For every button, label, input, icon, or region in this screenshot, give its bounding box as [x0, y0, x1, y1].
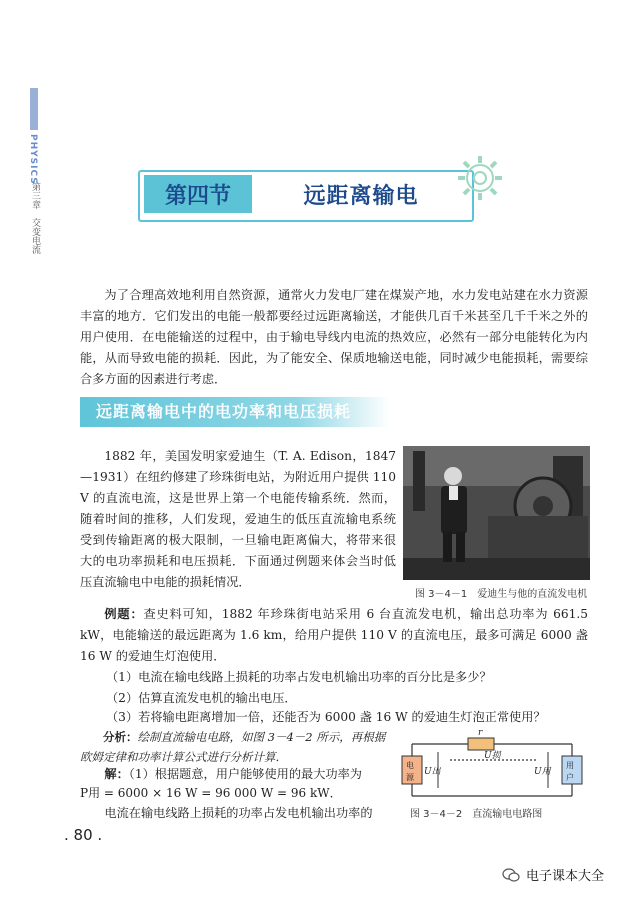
question-2: （2）估算直流发电机的输出电压． — [106, 691, 297, 705]
source-label-2: 源 — [406, 773, 414, 782]
solution-line-2: P用 = 6000 × 16 W = 96 000 W = 96 kW． — [80, 786, 342, 800]
solution-label: 解： — [104, 767, 129, 781]
gear-icon — [452, 150, 508, 206]
example-block — [80, 604, 588, 667]
solution-text-1: （1）根据题意，用户能够使用的最大功率为 — [128, 767, 362, 781]
sidebar-chapter-label: 第三章 交变电流 — [30, 182, 40, 254]
brand-watermark — [502, 865, 604, 884]
wechat-icon — [502, 868, 520, 882]
u-loss-label: U损 — [484, 751, 501, 761]
solution-text-3: 电流在输电线路上损耗的功率占发电机输出功率的 — [104, 806, 373, 820]
edison-text: 1882 年，美国发明家爱迪生（T. A. Edison，1847—1931）在纽约修建了珍珠街电站，为附近用户提供 110 V 的直流电流，这是世界上第一个电能传输系统．然而，随着时间的推移，人们发现，爱迪生的低压直流输电系统受到传输距离的极大限制，一旦输电距离偏大，将带来很大的电功率损耗和电压损耗．下面通过例题来体会当时低压直流输电中电能的损耗情况． — [80, 449, 396, 589]
subheading-title: 远距离输电中的电功率和电压损耗 — [96, 402, 352, 421]
intro-paragraph — [80, 285, 588, 390]
figure2-caption: 图 3－4－2 直流输电电路图 — [410, 809, 543, 820]
sidebar-color-bar — [30, 88, 38, 130]
example-text: 查史料可知，1882 年珍珠街电站采用 6 台直流发电机，输出总功率为 661.5 kW，电能输送的最远距离为 1.6 km，给用户提供 110 V 的直流电压，最多可满足 6000 盏 16 W 的爱迪生灯泡使用． — [80, 607, 588, 663]
analysis-text: 绘制直流输电电路，如图 3－4－2 所示，再根据欧姆定律和功率计算公式进行分析计算． — [80, 730, 386, 764]
u-use-label: U用 — [534, 767, 551, 777]
analysis-block — [80, 727, 386, 767]
solution-line-3 — [80, 803, 386, 823]
edison-paragraph — [80, 446, 396, 593]
dc-circuit-diagram — [398, 722, 588, 814]
question-1: （1）电流在输电线路上损耗的功率占发电机输出功率的百分比是多少？ — [106, 670, 492, 684]
page-number: . 80 . — [64, 826, 103, 844]
solution-line-1 — [80, 764, 386, 784]
resistor-icon — [468, 738, 494, 750]
section-number: 第四节 — [144, 175, 252, 213]
example-label: 例题： — [104, 607, 144, 621]
source-label-1: 电 — [406, 761, 414, 770]
analysis-label: 分析： — [103, 730, 138, 744]
resistor-label: r — [478, 728, 483, 738]
intro-text: 为了合理高效地利用自然资源，通常火力发电厂建在煤炭产地，水力发电站建在水力资源丰富的地方．它们发出的电能一般都要经过远距离输送，才能供几百千米甚至几千千米之外的用户使用．在电能输送的过程中，由于输电导线内电流的热效应，必然有一部分电能转化为内能，从而导致电能的损耗．因此，为了能安全、保质地输送电能，同时减少电能损耗，需要综合多方面的因素进行考虑． — [80, 288, 588, 386]
user-label-1: 用 — [566, 761, 574, 770]
brand-name: 电子课本大全 — [526, 869, 605, 884]
question-3: （3）若将输电距离增加一倍，还能否为 6000 盏 16 W 的爱迪生灯泡正常使用？ — [106, 710, 546, 724]
figure1-caption: 图 3－4－1 爱迪生与他的直流发电机 — [415, 589, 588, 600]
u-out-label: U出 — [424, 767, 441, 777]
edison-photo — [403, 446, 590, 580]
section-title: 远距离输电 — [303, 183, 419, 209]
user-label-2: 户 — [566, 773, 574, 782]
sidebar-subject-label: PHYSICS — [28, 134, 38, 185]
example-paragraph — [80, 604, 588, 667]
